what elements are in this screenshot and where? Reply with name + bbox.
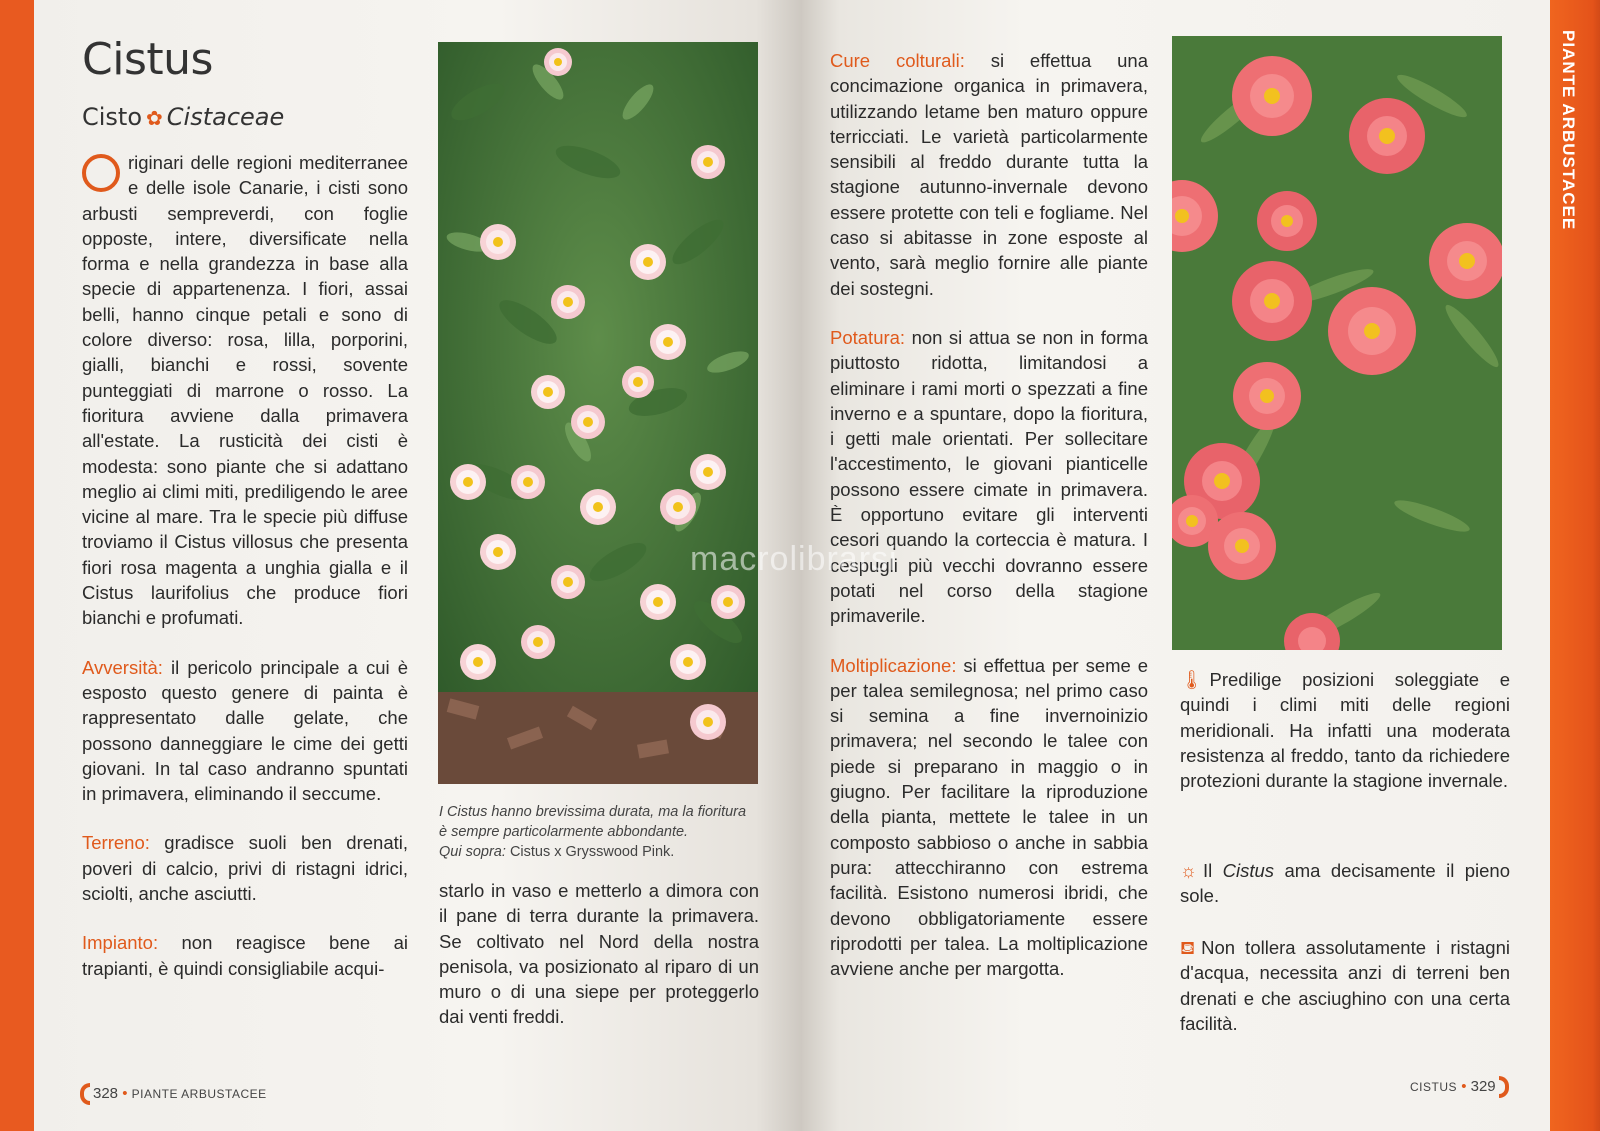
impianto-continuation: starlo in vaso e metterlo a dimora con il pane di terra durante la primavera. Se coltivato nel Nord della nostra penisola, va posizionato al riparo di un muro o di una siepe per proteggerlo dai venti freddi. <box>439 880 759 1028</box>
photo-caption <box>439 802 759 862</box>
left-second-column <box>439 878 759 1054</box>
left-page-edge <box>0 0 34 1131</box>
intro-paragraph <box>82 150 408 631</box>
impianto-label: Impianto: <box>82 932 159 954</box>
tip-temperature <box>1180 667 1510 793</box>
watering-can-icon: ⛾ <box>1180 937 1196 958</box>
bullet-dot: • <box>122 1084 128 1102</box>
caption-line-3: Cistus x Grysswood Pink. <box>509 844 675 860</box>
avversita-label: Avversità: <box>82 656 163 678</box>
terreno-paragraph <box>82 830 408 906</box>
caption-line-1: I Cistus hanno brevissima durata, ma la fioritura <box>439 804 747 820</box>
moltiplicazione-label: Moltiplicazione: <box>830 654 957 676</box>
page-number-left: 328 <box>93 1084 119 1102</box>
cure-label: Cure colturali: <box>830 50 965 71</box>
footer-left <box>80 1083 267 1105</box>
cure-text: si effettua una concimazione organica in primavera, utilizzando letame ben maturo oppure terricciati. Le varietà particolarmente sensibili al freddo durante tutta la stagione autunno-invernale devono essere protette con teli e fogliame. Nel caso si abitasse in zone esposte al vento, sarà meglio fornire alle piante dei sostegni. <box>830 50 1149 299</box>
page-marker-icon <box>80 1083 90 1105</box>
tip-sun-italic: Cistus <box>1222 860 1275 881</box>
left-text-column <box>82 150 408 1005</box>
footer-section-right: CISTUS <box>1410 1079 1458 1094</box>
side-tab-label: PIANTE ARBUSTACEE <box>1559 30 1578 231</box>
moltiplicazione-paragraph <box>830 653 1148 982</box>
terreno-text: gradisce suoli ben drenati, poveri di calcio, privi di ristagni idrici, sciolti, anche asciutti. <box>82 832 409 905</box>
photo-cistus-red <box>1172 36 1502 650</box>
potatura-text: non si attua se non in forma piuttosto ridotta, limitandosi a eliminare i rami morti o spezzati a fine inverno e a spuntare, dopo la fioritura, i getti male orientati. Per sollecitare l'accestimento, le giovani pianticelle possono essere cimate in primavera. È opportuno evitare gli interventi cesori quando la corteccia è matura. I cespugli più vecchi dovranno essere potati nel corso della stagione primaverile. <box>830 326 1148 627</box>
flower-icon: ✿ <box>146 106 163 130</box>
potatura-paragraph <box>830 325 1148 629</box>
caption-prefix: Qui sopra: <box>439 844 506 860</box>
moltiplicazione-text: si effettua per seme e per talea semilegnosa; nel primo caso si semina a fine invernoinizio primavera; nel secondo le talee con piede si preparano in maggio o in giugno. Per facilitare la riproduzione della pianta, mettete le talee in un composto sabbioso o anche in sabbia pura: attecchiranno con estrema facilità. Esistono numerosi ibridi, che devono obbligatoriamente essere riprodotti per talea. La moltiplicazione avviene anche per margotta. <box>830 654 1148 980</box>
avversita-paragraph <box>82 655 408 807</box>
page-subtitle <box>82 103 284 131</box>
potatura-label: Potatura: <box>830 326 906 348</box>
red-flower-photo-illustration <box>1172 36 1502 650</box>
flower-photo-illustration <box>438 42 758 784</box>
tip-water <box>1180 935 1510 1036</box>
avversita-text: il pericolo principale a cui è esposto questo genere di painta è rappresentato dalle gelate, che possono danneggiare le cime dei getti giovani. In tal caso andranno spuntati in primavera, eliminando il seccume. <box>82 656 409 805</box>
footer-section-left: PIANTE ARBUSTACEE <box>131 1086 267 1101</box>
sun-icon: ☼ <box>1180 860 1197 881</box>
terreno-label: Terreno: <box>82 832 150 854</box>
common-name: Cisto <box>82 103 143 131</box>
page-title: Cistus <box>82 34 213 85</box>
impianto-paragraph <box>82 930 408 981</box>
intro-text: riginari delle regioni mediterranee e delle isole Canarie, i cisti sono arbusti sempreverdi, con foglie opposte, intere, diversificate nella forma e nella grandezza in base alla specie di appartenenza. I fiori, assai belli, hanno cinque petali e sono di colore diverso: rosa, lilla, porporini, gialli, bianchi e rossi, sovente punteggiati di marrone o rosso. La fioritura avviene dalla primavera all'estate. La rusticità dei cisti è modesta: sono piante che si adattano meglio ai climi miti, prediligendo le aree vicine al mare. Tra le specie più diffuse troviamo il Cistus villosus che presenta fiori rosa magenta a unghia gialla e il Cistus laurifolius che produce fiori bianchi e profumati. <box>82 152 408 629</box>
watermark: macrolibrarsi <box>690 540 898 578</box>
tip-sun-text: ama decisamente il pieno sole. <box>1180 860 1511 907</box>
tip-sun-prefix: Il <box>1202 860 1213 881</box>
photo-cistus-grysswood-pink <box>438 42 758 784</box>
page-marker-icon-right <box>1499 1076 1509 1098</box>
cure-paragraph <box>830 48 1148 301</box>
bullet-dot-right: • <box>1461 1077 1467 1095</box>
tip-water-text: Non tollera assolutamente i ristagni d'acqua, necessita anzi di terreni ben drenati e che asciughino con una certa facilità. <box>1180 937 1510 1034</box>
drop-cap <box>82 154 120 192</box>
caption-line-2: è sempre particolarmente abbondante. <box>439 824 689 840</box>
family-name: Cistaceae <box>166 103 285 131</box>
footer-right <box>1410 1076 1509 1098</box>
impianto-text: non reagisce bene ai trapianti, è quindi consigliabile acqui- <box>82 932 408 979</box>
right-text-column <box>830 48 1148 1005</box>
tip-sun <box>1180 858 1510 909</box>
tip-temperature-text: Predilige posizioni soleggiate e quindi i climi miti delle regioni meridionali. Ha infatti una moderata resistenza al freddo, tanto da richiedere protezioni durante la stagione invernale. <box>1180 669 1510 792</box>
thermometer-icon: 🌡 <box>1180 669 1204 690</box>
page-number-right: 329 <box>1470 1077 1496 1095</box>
